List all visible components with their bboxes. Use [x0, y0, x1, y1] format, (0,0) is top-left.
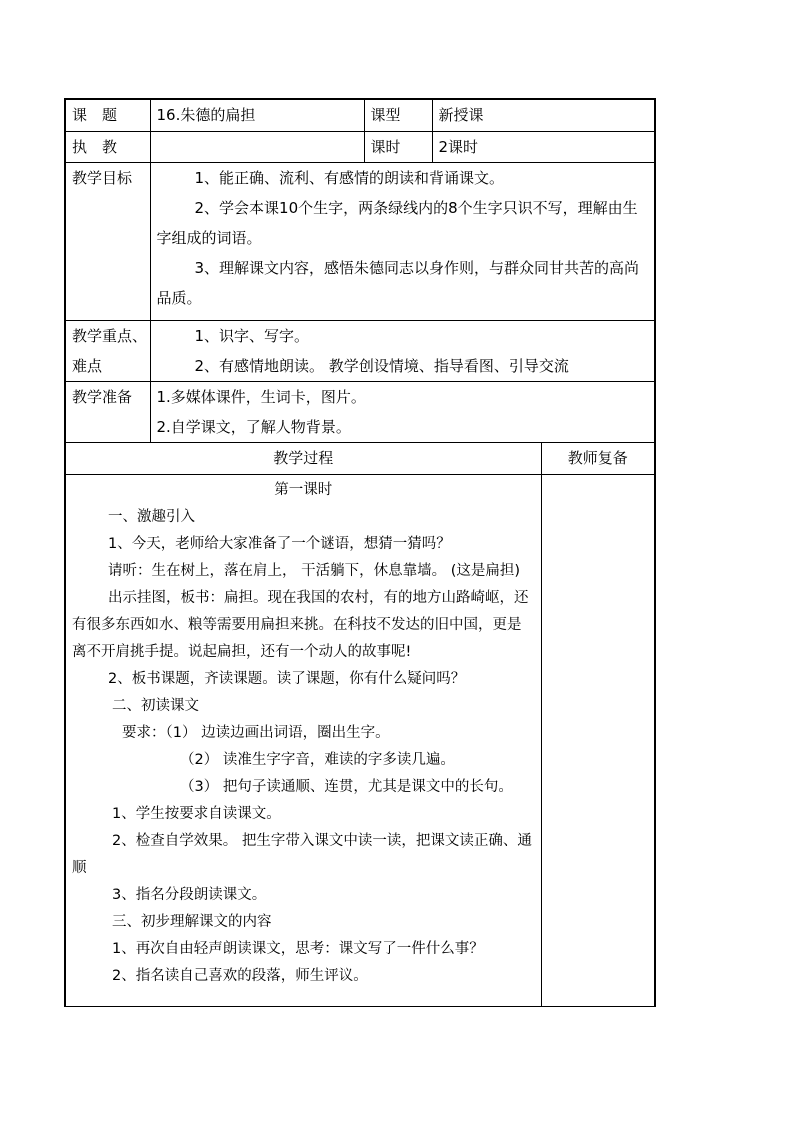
session-title: 第一课时: [274, 481, 333, 498]
preparation-item: 2.自学课文，了解人物背景。: [156, 417, 351, 436]
key-point-item: 2、有感情地朗读。 教学创设情境、指导看图、引导交流: [194, 356, 569, 375]
process-line: （2） 读准生字字音，难读的字多读几遍。: [180, 751, 455, 768]
hours-value: 2课时: [432, 131, 655, 162]
process-line: 要求：（1） 边读边画出词语，圈出生字。: [122, 724, 390, 741]
process-line: 2、板书课题，齐读课题。读了课题，你有什么疑问吗？: [108, 670, 466, 687]
process-line: 出示挂图，板书：扁担。现在我国的农村，有的地方山路崎岖，还有很多东西如水、粮等需要用扁担来挑。在科技不发达的旧中国，更是离不开肩挑手提。说起扁担，还有一个动人的故事呢!: [72, 589, 529, 660]
key-point-item: 1、识字、写字。: [194, 326, 310, 345]
hours-label: 课时: [364, 131, 432, 162]
goals-label: 教学目标: [65, 162, 150, 320]
key-points-content: [150, 320, 655, 381]
key-points-label-line2: 难点: [72, 356, 103, 375]
process-line: （3） 把句子读通顺、连贯，尤其是课文中的长句。: [180, 778, 513, 795]
process-line: 1、再次自由轻声朗读课文，思考：课文写了一件什么事？: [112, 940, 484, 957]
topic-label: 课 题: [65, 99, 150, 131]
preparation-content: [150, 381, 655, 442]
process-line: 1、学生按要求自读课文。: [112, 805, 281, 822]
type-label: 课型: [364, 99, 432, 131]
topic-value: 16.朱德的扁担: [150, 99, 364, 131]
key-points-label: [65, 320, 150, 381]
process-line: 三、初步理解课文的内容: [112, 913, 272, 930]
process-line: 1、今天，老师给大家准备了一个谜语，想猜一猜吗？: [108, 535, 451, 552]
process-line: 一、激趣引入: [108, 508, 195, 525]
process-line: 2、检查自学效果。 把生字带入课文中读一读，把课文读正确、通顺: [72, 832, 532, 876]
teacher-review-cell: [541, 474, 655, 1006]
process-line: 3、指名分段朗读课文。: [112, 886, 267, 903]
lesson-plan-sheet: [64, 98, 654, 1007]
process-line: 二、初读课文: [112, 697, 199, 714]
teacher-label: 执 教: [65, 131, 150, 162]
teacher-review-header: 教师复备: [541, 442, 655, 474]
teacher-value: [150, 131, 364, 162]
type-value: 新授课: [432, 99, 655, 131]
lesson-info-table: [64, 98, 656, 443]
process-line: 请听：生在树上，落在肩上， 干活躺下，休息靠墙。 (这是扁担): [108, 562, 521, 579]
process-line: 2、指名读自己喜欢的段落，师生评议。: [112, 967, 368, 984]
preparation-item: 1.多媒体课件，生词卡，图片。: [156, 387, 366, 406]
key-points-label-line1: 教学重点、: [72, 326, 148, 345]
process-body: [65, 474, 541, 1006]
goal-item: 2、学会本课10个生字，两条绿线内的8个生字只识不写，理解由生字组成的词语。: [156, 198, 638, 247]
goal-item: 1、能正确、流利、有感情的朗读和背诵课文。: [194, 168, 505, 187]
goal-item: 3、理解课文内容，感悟朱德同志以身作则，与群众同甘共苦的高尚品质。: [156, 258, 640, 307]
process-header: 教学过程: [65, 442, 541, 474]
teaching-process-table: [64, 442, 656, 1007]
preparation-label: 教学准备: [65, 381, 150, 442]
goals-content: [150, 162, 655, 320]
